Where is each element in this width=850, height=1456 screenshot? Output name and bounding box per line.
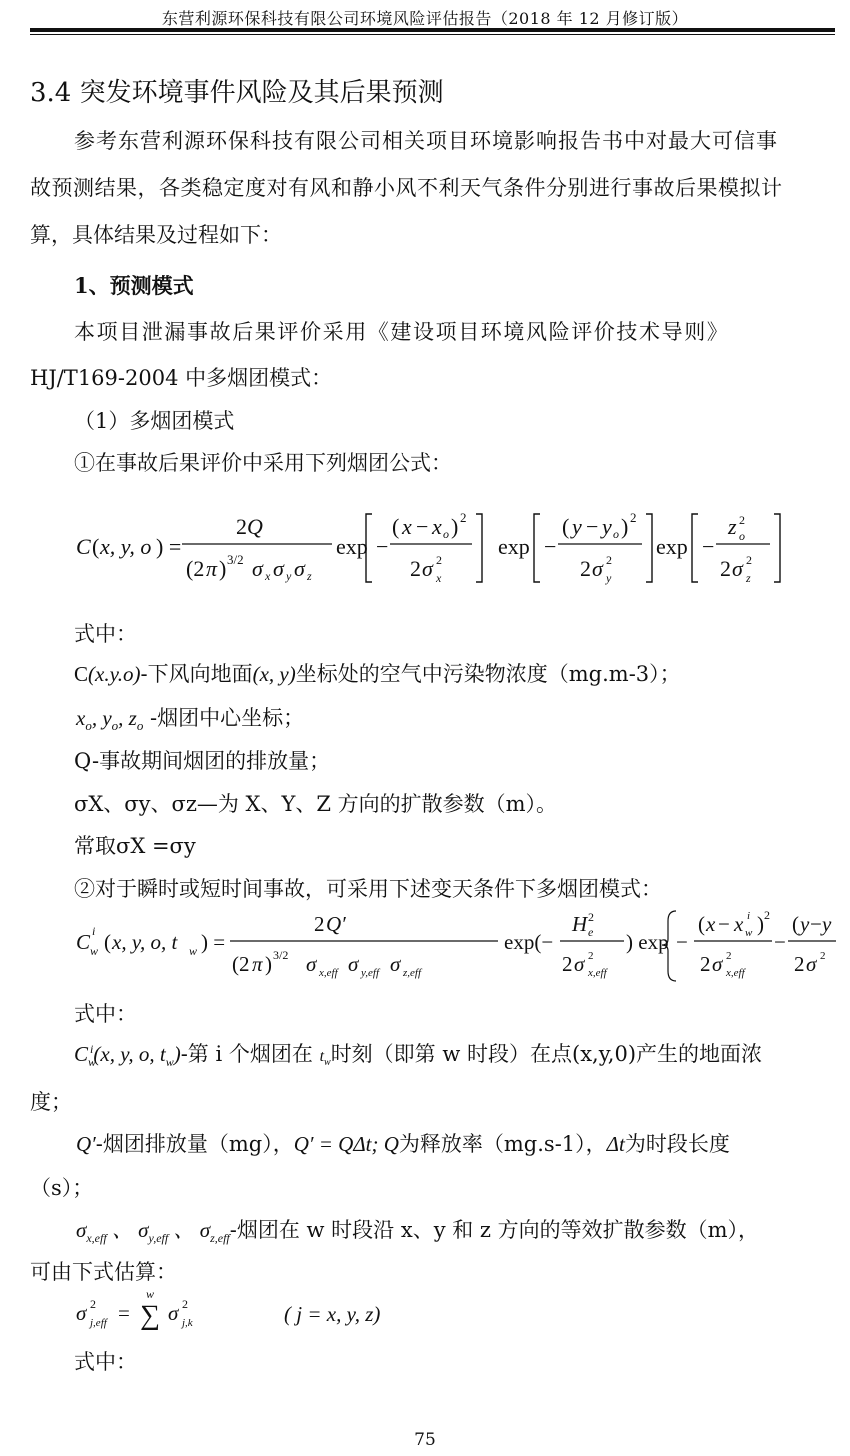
- svg-text:2: 2: [90, 1297, 96, 1311]
- intro-line-2: 故预测结果，各类稳定度对有风和静小风不利天气条件分别进行事故后果模拟计: [30, 176, 783, 200]
- svg-text:C: C: [76, 930, 91, 954]
- svg-text:j,eff: j,eff: [90, 1317, 107, 1329]
- svg-text:2: 2: [726, 950, 732, 962]
- svg-text:2: 2: [630, 510, 637, 525]
- sigma-definition: σX、σy、σz—为 X、Y、Z 方向的扩散参数（m）。: [74, 792, 558, 816]
- svg-text:3/2: 3/2: [273, 948, 289, 962]
- page-number: 75: [414, 1430, 436, 1450]
- svg-text:σ: σ: [76, 1301, 87, 1325]
- svg-text:(2: (2: [232, 952, 250, 976]
- concentration-definition: [74, 658, 681, 688]
- svg-text:w: w: [146, 1287, 155, 1301]
- svg-text:Q: Q: [247, 514, 263, 539]
- svg-text:) =: ) =: [156, 534, 182, 559]
- svg-text:x, y, o: x, y, o: [100, 534, 152, 559]
- svg-text:y: y: [572, 514, 582, 539]
- svg-text:w: w: [90, 944, 99, 958]
- svg-text:σ: σ: [390, 952, 401, 976]
- puff-center-coords: $x_o$, $y_o$, $z_o$: [76, 706, 144, 734]
- svg-text:(: (: [392, 514, 400, 539]
- svg-text:x: x: [402, 514, 412, 539]
- intro-line-1: 参考东营利源环保科技有限公司相关项目环境影响报告书中对最大可信事: [74, 129, 778, 153]
- step1-text: ①在事故后果评价中采用下列烟团公式：: [74, 451, 452, 475]
- svg-text:x, y, o, t: x, y, o, t: [112, 930, 178, 954]
- svg-text:e: e: [588, 925, 594, 939]
- svg-text:2: 2: [820, 950, 826, 962]
- svg-text:(: (: [104, 930, 111, 954]
- q-prime-text-3: 为时段长度: [624, 1132, 730, 1156]
- svg-text:2: 2: [739, 513, 745, 527]
- svg-text:z,eff: z,eff: [403, 967, 422, 979]
- svg-text:exp(−: exp(−: [504, 930, 554, 954]
- svg-text:): ): [621, 514, 629, 539]
- svg-text:−: −: [416, 514, 429, 539]
- header-rule-thin: [30, 34, 835, 35]
- svg-text:Q′: Q′: [326, 912, 346, 936]
- svg-text:) exp: ) exp: [626, 930, 669, 954]
- svg-text:σ: σ: [168, 1301, 179, 1325]
- svg-text:x,eff: x,eff: [588, 967, 607, 979]
- svg-text:exp: exp: [498, 534, 530, 559]
- svg-text:): ): [757, 912, 764, 936]
- svg-text:(: (: [698, 912, 705, 936]
- svg-text:σ: σ: [712, 952, 723, 976]
- q-prime-symbol: Q′: [76, 1132, 96, 1156]
- svg-text:x: x: [436, 571, 442, 585]
- svg-text:x: x: [734, 912, 744, 936]
- svg-text:w: w: [189, 944, 198, 958]
- svg-text:2: 2: [700, 952, 711, 976]
- svg-text:o: o: [739, 529, 745, 543]
- cw-continuation: 度；: [30, 1090, 72, 1114]
- q-prime-text-1: -烟团排放量（mg），: [95, 1132, 294, 1156]
- svg-text:−: −: [586, 514, 599, 539]
- svg-text:σ: σ: [806, 952, 817, 976]
- svg-text:2: 2: [410, 556, 421, 581]
- document-header: 东营利源环保科技有限公司环境风险评估报告（2018 年 12 月修订版）: [161, 9, 689, 28]
- svg-text:−: −: [810, 912, 822, 936]
- svg-text:−: −: [544, 534, 557, 559]
- svg-text:σ: σ: [252, 556, 263, 581]
- cw-symbol: $C_w^i(x$, y, o, $t_w$): [74, 1042, 181, 1070]
- svg-text:2: 2: [562, 952, 573, 976]
- c-arguments: (x.y.o): [88, 662, 141, 686]
- model-line-1: 本项目泄漏事故后果评价采用《建设项目环境风险评价技术导则》: [74, 320, 730, 344]
- svg-text:(: (: [92, 534, 100, 559]
- c-symbol: C: [74, 662, 89, 686]
- cw-text: -第 i 个烟团在: [180, 1042, 313, 1066]
- svg-text:σ: σ: [306, 952, 317, 976]
- svg-text:x: x: [265, 569, 271, 583]
- svg-text:2: 2: [236, 514, 247, 539]
- svg-text:2: 2: [588, 910, 594, 924]
- svg-text:x,eff: x,eff: [726, 967, 745, 979]
- svg-text:x: x: [432, 514, 442, 539]
- where-label-3: 式中：: [74, 1350, 137, 1374]
- sigma-equality: 常取σX =σy: [74, 834, 196, 858]
- dt-symbol: Δt: [606, 1132, 625, 1156]
- svg-text:i: i: [747, 910, 751, 922]
- model-line-2: HJ/T169-2004 中多烟团模式：: [30, 366, 333, 390]
- tw-symbol: $t_w$: [319, 1048, 331, 1069]
- svg-text:2: 2: [182, 1297, 188, 1311]
- svg-text:2: 2: [588, 950, 594, 962]
- puff-formula-1: [70, 500, 790, 590]
- svg-text:σ: σ: [592, 556, 603, 581]
- svg-text:): ): [265, 952, 272, 976]
- svg-text:σ: σ: [574, 952, 585, 976]
- svg-text:(: (: [792, 912, 799, 936]
- svg-text:o: o: [613, 527, 619, 541]
- puff-formula-2: [70, 905, 840, 985]
- svg-text:2: 2: [314, 912, 325, 936]
- svg-text:π: π: [206, 556, 218, 581]
- svg-text:x: x: [706, 912, 716, 936]
- c-text-2: 坐标处的空气中污染物浓度（mg.m-3）；: [295, 662, 681, 686]
- puff-center-definition: [76, 702, 304, 734]
- q-prime-formula: Q′ = QΔt; Q: [293, 1132, 399, 1156]
- svg-text:σ: σ: [348, 952, 359, 976]
- svg-text:2: 2: [764, 908, 770, 922]
- svg-text:): ): [219, 556, 227, 581]
- svg-text:z: z: [307, 569, 312, 583]
- svg-text:z: z: [728, 514, 737, 539]
- c-text-1: -下风向地面: [140, 662, 253, 686]
- svg-text:=: =: [118, 1301, 130, 1325]
- svg-text:H: H: [572, 912, 588, 936]
- where-label-2: 式中：: [74, 1002, 137, 1026]
- svg-text:o: o: [443, 527, 449, 541]
- svg-text:σ: σ: [273, 556, 284, 581]
- intro-line-3: 算，具体结果及过程如下：: [30, 223, 282, 247]
- svg-text:2: 2: [794, 952, 805, 976]
- svg-text:σ: σ: [422, 556, 433, 581]
- svg-text:z: z: [746, 571, 751, 585]
- svg-text:2: 2: [606, 553, 612, 567]
- sigma-eff-definition: [76, 1214, 759, 1246]
- svg-text:σ: σ: [732, 556, 743, 581]
- svg-text:2: 2: [746, 553, 752, 567]
- svg-text:y,eff: y,eff: [361, 967, 380, 979]
- svg-text:y: y: [822, 912, 832, 936]
- svg-text:C: C: [76, 534, 91, 559]
- svg-text:y: y: [606, 571, 612, 585]
- svg-text:−: −: [676, 930, 688, 954]
- svg-text:exp: exp: [336, 534, 368, 559]
- svg-text:σ: σ: [294, 556, 305, 581]
- sigma-eff-text: -烟团在 w 时段沿 x、y 和 z 方向的等效扩散参数（m），: [229, 1218, 760, 1242]
- svg-text:y: y: [800, 912, 810, 936]
- sigma-eff-symbols: $\sigma_{x,eff}$ 、 $\sigma_{y,eff}$ 、 $\sigma_{z,eff}$: [76, 1218, 230, 1246]
- svg-text:π: π: [252, 952, 263, 976]
- svg-text:(2: (2: [186, 556, 205, 581]
- svg-text:exp: exp: [656, 534, 688, 559]
- svg-text:2: 2: [436, 553, 442, 567]
- svg-text:y: y: [286, 569, 292, 583]
- section-title: 3.4 突发环境事件风险及其后果预测: [30, 78, 444, 108]
- svg-text:(: (: [562, 514, 570, 539]
- q-definition: Q-事故期间烟团的排放量；: [74, 749, 331, 773]
- svg-text:2: 2: [460, 510, 467, 525]
- svg-text:j,k: j,k: [182, 1317, 193, 1329]
- svg-text:−: −: [774, 930, 786, 954]
- svg-text:y: y: [602, 514, 612, 539]
- svg-text:2: 2: [720, 556, 731, 581]
- xy-symbol: (x, y): [252, 662, 296, 686]
- svg-text:2: 2: [580, 556, 591, 581]
- svg-text:−: −: [376, 534, 389, 559]
- svg-text:) =: ) =: [201, 930, 226, 954]
- header-rule-thick: [30, 28, 835, 32]
- svg-text:−: −: [702, 534, 715, 559]
- sigma-eff-continuation: 可由下式估算：: [30, 1260, 177, 1284]
- svg-text:3/2: 3/2: [227, 552, 244, 567]
- tw-text: 时刻（即第 w 时段）在点(x,y,0)产生的地面浓: [330, 1042, 763, 1066]
- svg-text:i: i: [92, 924, 96, 938]
- cw-definition: [74, 1038, 762, 1070]
- svg-text:x,eff: x,eff: [319, 967, 338, 979]
- where-label-1: 式中：: [74, 622, 137, 646]
- svg-text:∑: ∑: [140, 1300, 160, 1331]
- j-range: ( j = x, y, z): [284, 1302, 381, 1326]
- step2-text: ②对于瞬时或短时间事故，可采用下述变天条件下多烟团模式：: [74, 877, 662, 901]
- svg-text:): ): [451, 514, 459, 539]
- q-prime-definition: [76, 1128, 730, 1158]
- svg-text:w: w: [745, 927, 753, 939]
- subsection-title: 1、预测模式: [74, 273, 194, 298]
- item1-title: （1）多烟团模式: [74, 409, 235, 433]
- svg-text:−: −: [718, 912, 730, 936]
- puff-center-text: -烟团中心坐标；: [150, 706, 305, 730]
- q-prime-continuation: （s）；: [30, 1176, 94, 1200]
- q-prime-text-2: 为释放率（mg.s-1），: [398, 1132, 607, 1156]
